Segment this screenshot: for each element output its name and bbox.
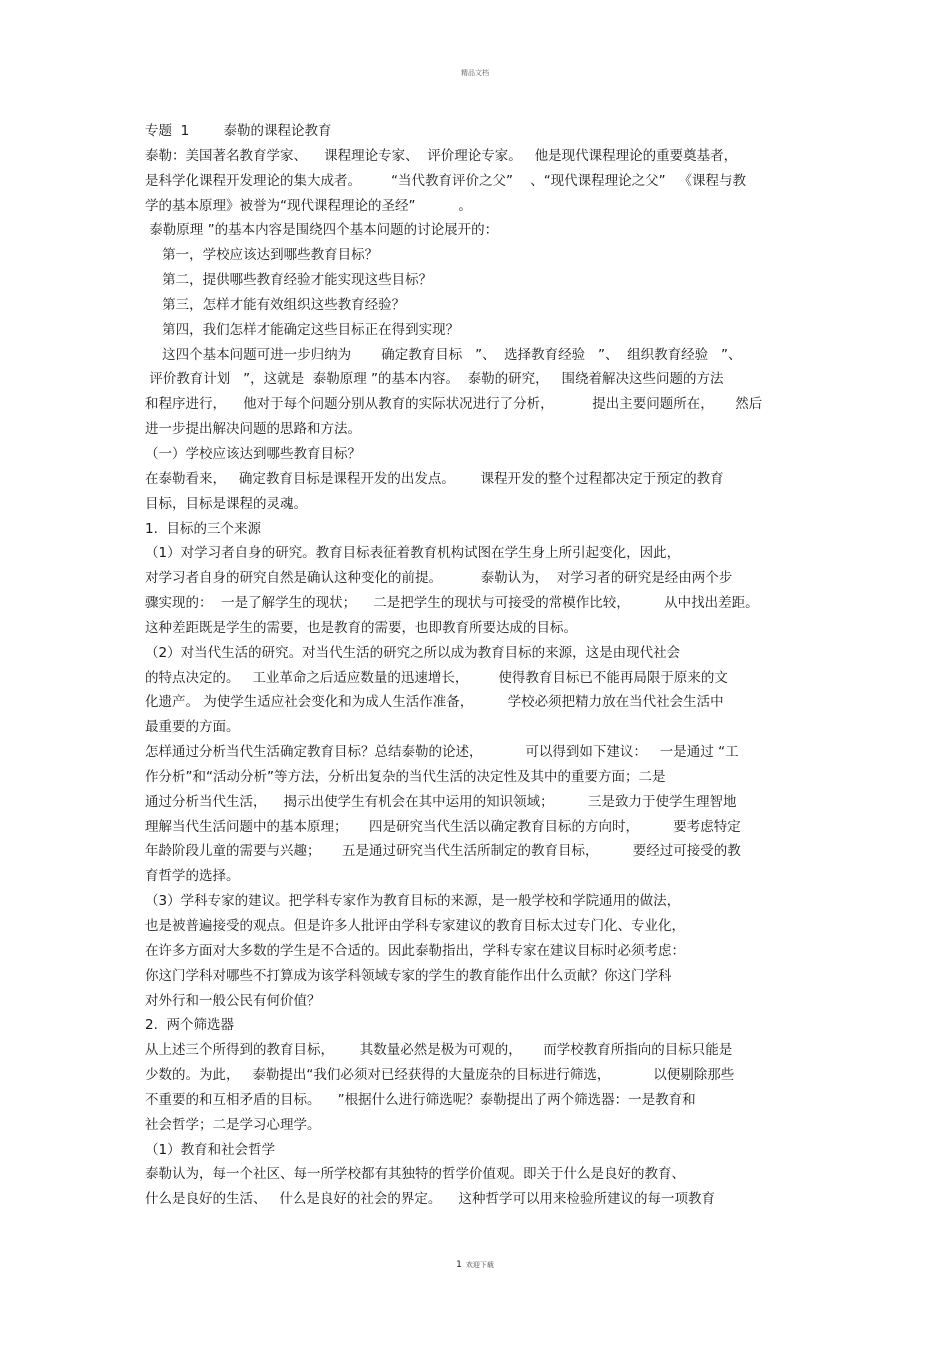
text-line: 理解当代生活问题中的基本原理； 四是研究当代生活以确定教育目标的方向时， 要考虑特定 — [145, 818, 741, 835]
text-line: （1）教育和社会哲学 — [145, 1141, 276, 1158]
footer-text: 欢迎下载 — [465, 1261, 494, 1269]
text-line: 第四，我们怎样才能确定这些目标正在得到实现？ — [145, 321, 460, 338]
text-line: 通过分析当代生活， 揭示出使学生有机会在其中运用的知识领域； 三是致力于使学生理智地 — [145, 793, 737, 810]
page-number: 1 — [456, 1260, 462, 1270]
text-line: 社会哲学；二是学习心理学。 — [145, 1116, 321, 1133]
text-line: 评价教育计划 ”，这就是 泰勒原理 ”的基本内容。 泰勒的研究， 围绕着解决这些问题的方法 — [145, 371, 724, 388]
text-line: 骤实现的： 一是了解学生的现状； 二是把学生的现状与可接受的常模作比较， 从中找出差距。 — [145, 595, 759, 612]
text-line: 泰勒认为，每一个社区、每一所学校都有其独特的哲学价值观。即关于什么是良好的教育、 — [145, 1166, 685, 1183]
text-line: 2. 两个筛选器 — [145, 1017, 234, 1034]
text-line: 这四个基本问题可进一步归纳为 确定教育目标 ”、 选择教育经验 ”、 组织教育经验 ”、 — [145, 346, 742, 363]
text-line: 是科学化课程开发理论的集大成者。 “当代教育评价之父” 、“现代课程理论之父” 《课程与教 — [145, 172, 747, 189]
text-line: 不重要的和互相矛盾的目标。 ”根据什么进行筛选呢？泰勒提出了两个筛选器：一是教育和 — [145, 1091, 696, 1108]
text-line: 年龄阶段儿童的需要与兴趣； 五是通过研究当代生活所制定的教育目标， 要经过可接受的教 — [145, 843, 741, 860]
text-line: 第一，学校应该达到哪些教育目标？ — [145, 247, 379, 264]
text-line: 这种差距既是学生的需要，也是教育的需要，也即教育所要达成的目标。 — [145, 619, 577, 636]
text-line: 学的基本原理》被誉为“现代课程理论的圣经” 。 — [145, 197, 472, 214]
text-line: 怎样通过分析当代生活确定教育目标？总结泰勒的论述， 可以得到如下建议： 一是通过 “工 — [145, 744, 739, 761]
text-line: 作分析”和“活动分析”等方法，分析出复杂的当代生活的决定性及其中的重要方面；二是 — [145, 768, 666, 785]
page-footer — [0, 1260, 950, 1270]
text-line: 对学习者自身的研究自然是确认这种变化的前提。 泰勒认为， 对学习者的研究是经由两个步 — [145, 570, 733, 587]
text-line: 1. 目标的三个来源 — [145, 520, 261, 537]
text-line: 第三，怎样才能有效组织这些教育经验？ — [145, 296, 406, 313]
text-line: 第二，提供哪些教育经验才能实现这些目标？ — [145, 272, 433, 289]
text-line: 也是被普遍接受的观点。但是许多人批评由学科专家建议的教育目标太过专门化、专业化， — [145, 918, 685, 934]
text-line: （一）学校应该达到哪些教育目标？ — [145, 445, 361, 462]
text-line: 化遗产。 为使学生适应社会变化和为成人生活作准备， 学校必须把精力放在当代社会生活中 — [145, 694, 724, 711]
text-line: （3）学科专家的建议。把学科专家作为教育目标的来源，是一般学校和学院通用的做法， — [145, 893, 681, 910]
text-line: 泰勒原理 ”的基本内容是围绕四个基本问题的讨论展开的： — [145, 222, 499, 239]
text-line: （1）对学习者自身的研究。教育目标表征着教育机构试图在学生身上所引起变化，因此， — [145, 545, 681, 562]
text-line: 进一步提出解决问题的思路和方法。 — [145, 421, 361, 438]
text-line: 专题 1 泰勒的课程论教育 — [145, 123, 332, 139]
text-line: 最重要的方面。 — [145, 719, 240, 736]
text-line: 泰勒：美国著名教育学家、 课程理论专家、 评价理论专家。 他是现代课程理论的重要奠基者， — [145, 147, 738, 164]
text-line: （2）对当代生活的研究。对当代生活的研究之所以成为教育目标的来源，这是由现代社会 — [145, 644, 681, 661]
page-header: 精品文档 — [461, 69, 489, 77]
text-line: 的特点决定的。 工业革命之后适应数量的迅速增长， 使得教育目标已不能再局限于原来的文 — [145, 669, 728, 686]
text-line: 目标，目标是课程的灵魂。 — [145, 495, 307, 512]
text-line: 少数的。为此， 泰勒提出“我们必须对已经获得的大量庞杂的目标进行筛选， 以便剔除那些 — [145, 1067, 735, 1084]
text-line: 和程序进行， 他对于每个问题分别从教育的实际状况进行了分析， 提出主要问题所在， 然后 — [145, 396, 763, 413]
text-line: 对外行和一般公民有何价值？ — [145, 992, 321, 1009]
text-line: 在许多方面对大多数的学生是不合适的。因此泰勒指出，学科专家在建议目标时必须考虑： — [145, 942, 685, 959]
text-line: 在泰勒看来， 确定教育目标是课程开发的出发点。 课程开发的整个过程都决定于预定的教育 — [145, 470, 724, 487]
text-line: 从上述三个所得到的教育目标， 其数量必然是极为可观的， 而学校教育所指向的目标只能是 — [145, 1042, 733, 1059]
text-line: 你这门学科对哪些不打算成为该学科领域专家的学生的教育能作出什么贡献？你这门学科 — [145, 967, 672, 984]
document-body — [145, 119, 815, 1212]
text-line: 什么是良好的生活、 什么是良好的社会的界定。 这种哲学可以用来检验所建议的每一项教育 — [145, 1191, 716, 1208]
text-line: 育哲学的选择。 — [145, 868, 240, 885]
